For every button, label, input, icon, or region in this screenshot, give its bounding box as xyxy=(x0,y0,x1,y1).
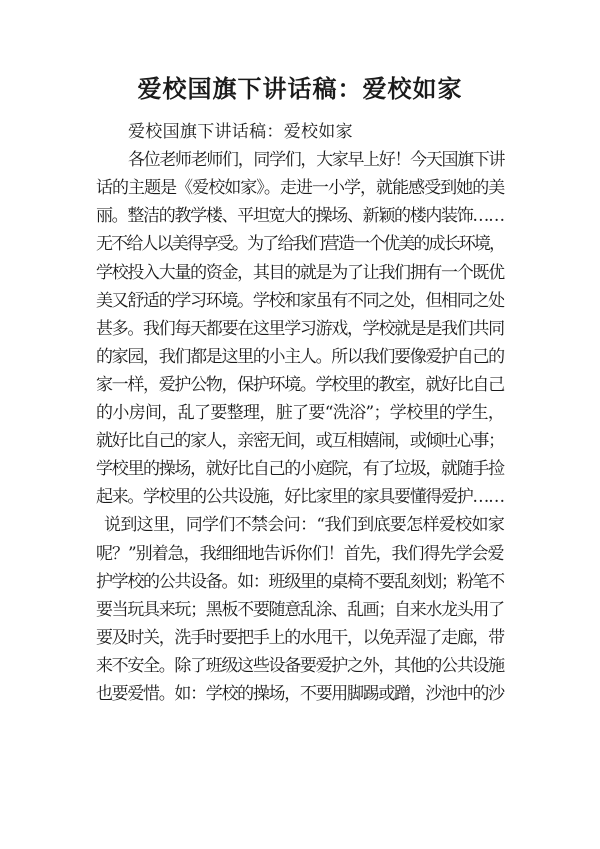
body-line: 就好比自己的家人，亲密无间，或互相嬉闹，或倾吐心事； xyxy=(96,431,504,452)
body-line: 甚多。我们每天都要在这里学习游戏，学校就是是我们共同 xyxy=(96,318,504,339)
body-line: 要当玩具来玩；黑板不要随意乱涂、乱画；自来水龙头用了 xyxy=(96,599,504,620)
body-line: 爱校国旗下讲话稿：爱校如家 xyxy=(128,122,353,142)
body-line: 话的主题是《爱校如家》。走进一小学，就能感受到她的美 xyxy=(96,178,505,199)
body-line: 说到这里，同学们不禁会问：“我们到底要怎样爱校如家 xyxy=(104,515,505,536)
body-line: 各位老师老师们，同学们，大家早上好！今天国旗下讲 xyxy=(128,150,505,171)
body-line: 丽。整洁的教学楼、平坦宽大的操场、新颖的楼内装饰…… xyxy=(96,206,504,227)
body-line: 要及时关，洗手时要把手上的水甩干，以免弄湿了走廊，带 xyxy=(96,627,504,648)
body-line: 的小房间，乱了要整理，脏了要“洗浴”；学校里的学生， xyxy=(96,403,505,423)
body-line: 起来。学校里的公共设施，好比家里的家具要懂得爱护…… xyxy=(96,487,504,508)
body-line: 无不给人以美得享受。为了给我们营造一个优美的成长环境， xyxy=(96,234,505,255)
body-line: 来不安全。除了班级这些设备要爱护之外，其他的公共设施 xyxy=(96,655,504,676)
body-line: 学校里的操场，就好比自己的小庭院，有了垃圾，就随手捡 xyxy=(96,459,504,480)
body-line: 也要爱惜。如：学校的操场，不要用脚踢或蹭，沙池中的沙 xyxy=(96,684,504,704)
document-title: 爱校国旗下讲话稿：爱校如家 xyxy=(137,74,463,103)
body-line: 学校投入大量的资金，其目的就是为了让我们拥有一个既优 xyxy=(96,262,504,283)
body-line: 的家园，我们都是这里的小主人。所以我们要像爱护自己的 xyxy=(96,346,504,367)
body-line: 美又舒适的学习环境。学校和家虽有不同之处，但相同之处 xyxy=(96,290,504,311)
body-line: 护学校的公共设备。如：班级里的桌椅不要乱刻划；粉笔不 xyxy=(96,571,504,592)
body-line: 家一样，爱护公物，保护环境。学校里的教室，就好比自己 xyxy=(96,374,504,395)
body-line: 呢？”别着急，我细细地告诉你们！首先，我们得先学会爱 xyxy=(96,543,504,564)
